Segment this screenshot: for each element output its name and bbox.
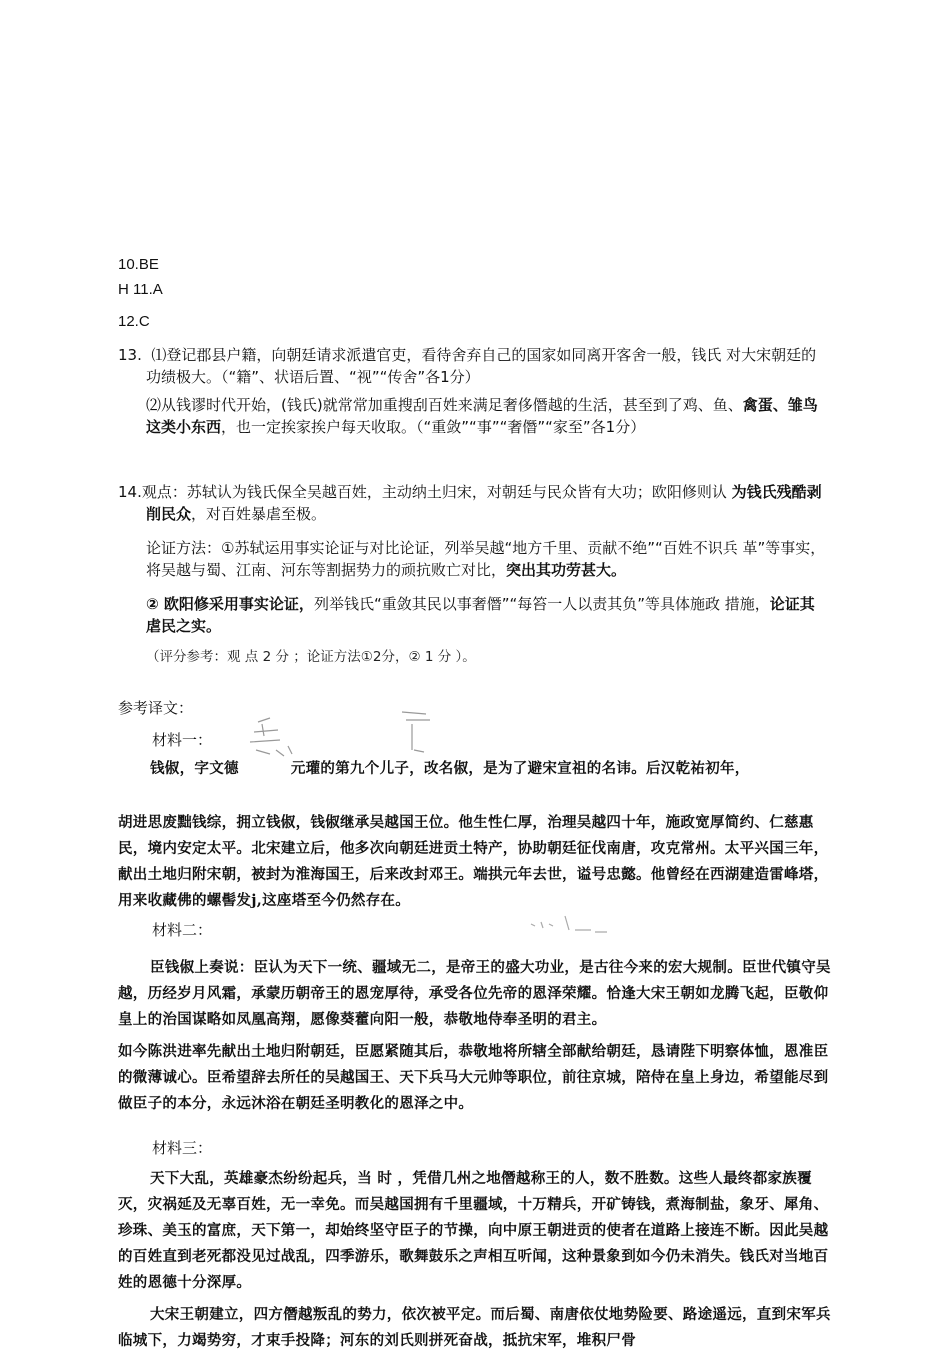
translation-heading: 参考译文： bbox=[118, 699, 194, 717]
q14-method-1 bbox=[146, 537, 828, 581]
material-1-body: 胡进思废黜钱综，拥立钱俶，钱俶继承吴越国王位。他生性仁厚，治理吴越四十年，施政宽厚简约、仁慈惠民，境内安定太平。北宋建立后，他多次向朝廷进贡土特产，协助朝廷征伐南唐，攻克常州。太平兴国三年，献出土地归附宋朝，被封为淮海国王，后来改封邓王。端拱元年去世，谥号忠懿。他曾经在西湖建造雷峰塔，用来收藏佛的螺髻发j,这座塔至今仍然存在。 bbox=[118, 814, 829, 909]
q14-view-a: 观点：苏轼认为钱氏保全吴越百姓，主动纳土归宋，对朝廷与民众皆有大功；欧阳修则认 bbox=[141, 483, 732, 501]
material-2-label: 材料二： bbox=[152, 921, 213, 939]
q14-method-2 bbox=[146, 593, 828, 637]
q14-method-1-a: 论证方法：①苏轼运用事实论证与对比论证，列举吴越“地方千里、贡献不绝”“百姓不识兵 革”等事实，将吴越与蜀、江南、河东等割据势力的顽抗败亡对比， bbox=[146, 539, 826, 579]
material-1 bbox=[118, 756, 832, 914]
material-2-para-2: 如今陈洪进率先献出土地归附朝廷，臣愿紧随其后，恭敬地将所辖全部献给朝廷，恳请陛下明察体恤，恩准臣的微薄诚心。臣希望辞去所任的吴越国王、天下兵马大元帅等职位，前往京城，陪侍在皇上身边，希望能尽到做臣子的本分，永远沐浴在朝廷圣明教化的恩泽之中。 bbox=[118, 1043, 829, 1112]
q13-part2 bbox=[146, 394, 828, 438]
material-3 bbox=[118, 1166, 832, 1354]
q14-method-2-b: 列举钱氏“重敛其民以事奢僭”“每笞一人以责其负”等具体施政 措施， bbox=[313, 595, 770, 613]
material-1-line1-b: 元瓘的第九个儿子，改名俶，是为了避宋宣祖的名讳。后汉乾祐初年， bbox=[290, 760, 750, 777]
scan-artifact-marks-2 bbox=[525, 912, 615, 940]
material-2 bbox=[118, 955, 832, 1117]
q13-part2-c: ，也一定挨家挨户每天收取。（“重敛”“事”“奢僭”“家至”各1分） bbox=[221, 418, 646, 436]
answer-12: 12.C bbox=[118, 313, 150, 330]
q14-score-note: （评分参考：观 点 2 分 ；论证方法①2分，② 1 分 ）。 bbox=[146, 649, 476, 665]
q14-method-2-bold-c: 论证其虐民之实。 bbox=[146, 595, 815, 635]
q14-viewpoint bbox=[118, 481, 828, 525]
material-1-label: 材料一： bbox=[152, 731, 213, 749]
material-1-first-line bbox=[118, 756, 832, 782]
q13-part2-bold: 禽蛋、雏鸟这类小东西 bbox=[146, 396, 818, 436]
question-14 bbox=[118, 481, 828, 667]
material-2-para-1: 臣钱俶上奏说：臣认为天下一统、疆域无二，是帝王的盛大功业，是古往今来的宏大规制。臣世代镇守吴越，历经岁月风霜，承蒙历朝帝王的恩宠厚待，承受各位先帝的恩泽荣耀。恰逢大宋王朝如龙腾飞起，臣敬仰皇上的治国谋略如凤凰高翔，愿像葵藿向阳一般，恭敬地侍奉圣明的君主。 bbox=[118, 959, 831, 1028]
answer-11: H 11.A bbox=[118, 281, 163, 298]
q14-view-bold: 为钱氏残酷剥削民众 bbox=[146, 483, 822, 523]
q13-part1 bbox=[118, 344, 828, 388]
material-3-para-2: 大宋王朝建立，四方僭越叛乱的势力，依次被平定。而后蜀、南唐依仗地势险要、路途遥远，直到宋军兵临城下，力竭势穷，才束手投降；河东的刘氏则拼死奋战，抵抗宋军，堆积尸骨 bbox=[118, 1306, 831, 1349]
q13-part1-text: ⑴登记郡县户籍，向朝廷请求派遣官吏，看待舍弃自己的国家如同离开客舍一般，钱氏 对大宋朝廷的功绩极大。（“籍”、状语后置、“视”“传舍”各1分） bbox=[146, 346, 817, 386]
material-3-label: 材料三： bbox=[152, 1139, 213, 1157]
q14-method-2-bold-a: ② 欧阳修采用事实论证， bbox=[146, 595, 314, 613]
material-1-line1-a: 钱俶，字文德 bbox=[150, 760, 239, 777]
material-3-para-1: 天下大乱，英雄豪杰纷纷起兵，当 时 ，凭借几州之地僭越称王的人，数不胜数。这些人最终都家族覆灭，灾祸延及无辜百姓，无一幸免。而吴越国拥有千里疆域，十万精兵，开矿铸钱，煮海制盐，象牙、犀角、珍珠、美玉的富庶，天下第一，却始终坚守臣子的节操，向中原王朝进贡的使者在道路上接连不断。因此吴越的百姓直到老死都没见过战乱，四季游乐，歌舞鼓乐之声相互听闻，这种景象到如今仍未消失。钱氏对当地百姓的恩德十分深厚。 bbox=[118, 1170, 829, 1291]
q13-number: 13. bbox=[118, 346, 142, 364]
q13-part2-a: ⑵从钱谬时代开始，(钱氏)就常常加重搜刮百姓来满足奢侈僭越的生活，甚至到了鸡、鱼、 bbox=[146, 396, 743, 414]
question-13 bbox=[118, 344, 828, 438]
q14-method-1-bold: 突出其功劳甚大。 bbox=[506, 561, 627, 579]
q14-number: 14. bbox=[118, 483, 142, 501]
q14-view-c: ，对百姓暴虐至极。 bbox=[191, 505, 327, 523]
answer-10: 10.BE bbox=[118, 256, 159, 273]
